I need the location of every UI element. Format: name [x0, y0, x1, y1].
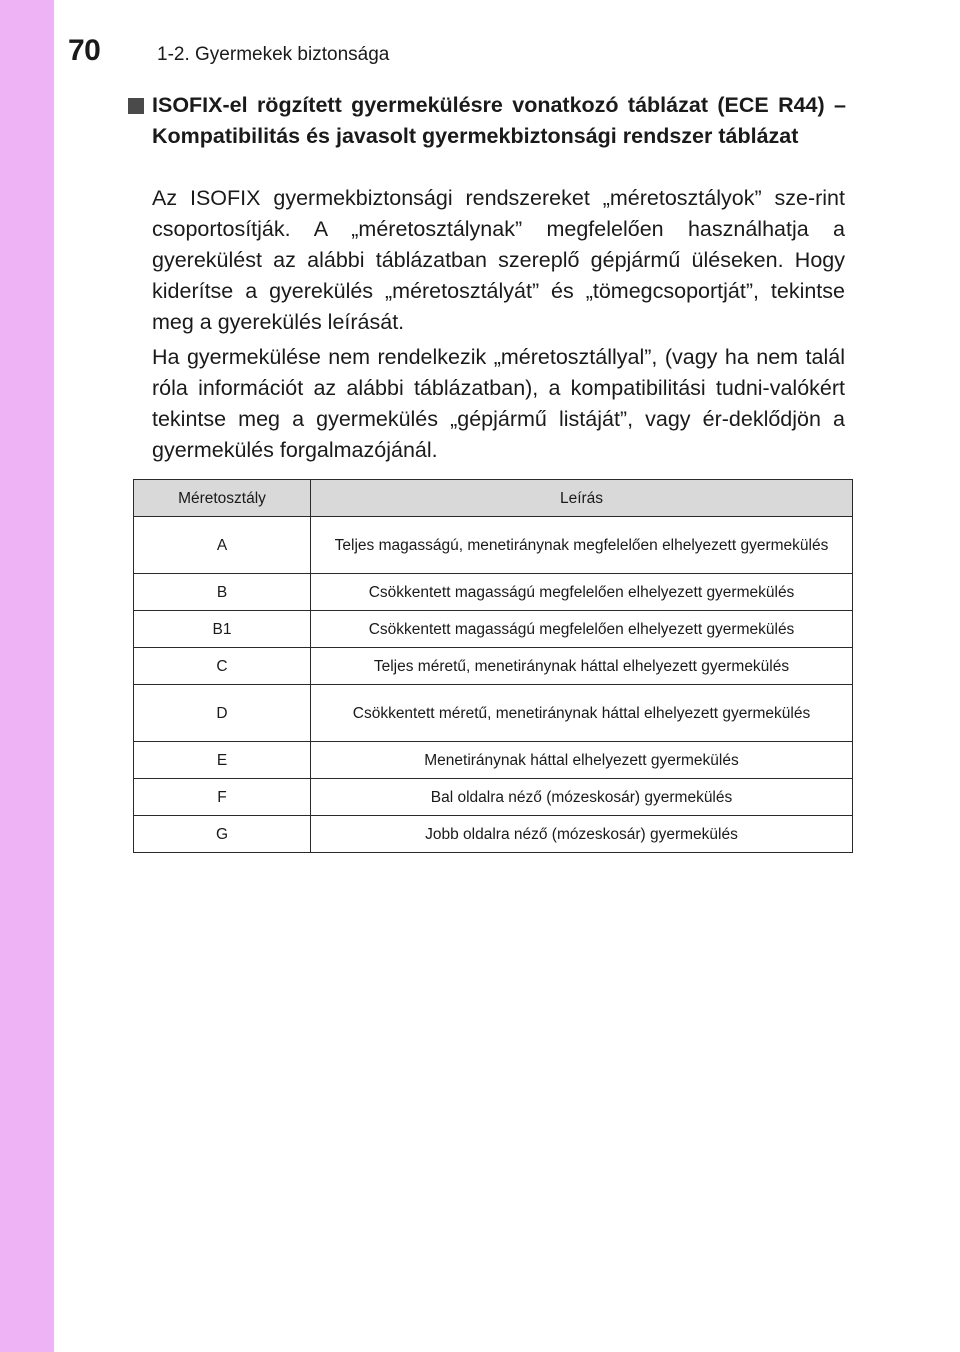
size-class-cell: B1	[134, 611, 311, 648]
paragraph-2: Ha gyermekülése nem rendelkezik „méretosztállyal”, (vagy ha nem talál róla információt az alábbi táblázatban), a kompatibilitási tudni-valókért tekintse meg a gyermekülés „gépjármű listáját”, vagy ér-deklődjön a gyermekülés forgalmazójánál.	[152, 345, 845, 462]
size-class-cell: B	[134, 574, 311, 611]
table-row	[134, 517, 853, 574]
size-class-table	[133, 479, 853, 853]
header-description: Leírás	[311, 480, 853, 517]
size-class-cell: E	[134, 742, 311, 779]
description-cell: Teljes magasságú, menetiránynak megfelelően elhelyezett gyermekülés	[311, 517, 853, 574]
table-row	[134, 779, 853, 816]
table-row	[134, 742, 853, 779]
description-cell: Menetiránynak háttal elhelyezett gyermekülés	[311, 742, 853, 779]
description-cell: Csökkentett magasságú megfelelően elhelyezett gyermekülés	[311, 611, 853, 648]
heading: ISOFIX-el rögzített gyermekülésre vonatkozó táblázat (ECE R44) – Kompatibilitás és javasolt gyermekbiztonsági rendszer táblázat	[152, 93, 846, 148]
size-class-cell: G	[134, 816, 311, 853]
square-bullet-icon	[128, 98, 144, 114]
size-class-cell: C	[134, 648, 311, 685]
table-row	[134, 648, 853, 685]
side-color-band	[0, 0, 54, 1352]
description-cell: Csökkentett magasságú megfelelően elhelyezett gyermekülés	[311, 574, 853, 611]
table-row	[134, 816, 853, 853]
description-cell: Teljes méretű, menetiránynak háttal elhelyezett gyermekülés	[311, 648, 853, 685]
table-row	[134, 611, 853, 648]
section-title: 1-2. Gyermekek biztonsága	[157, 44, 390, 65]
paragraph-1: Az ISOFIX gyermekbiztonsági rendszereket „méretosztályok” sze-rint csoportosítják. A „méretosztálynak” megfelelően használhatja a gyerekülést az alábbi táblázatban szereplő gépjármű üléseken. Hogy kiderítse a gyerekülés „méretosztályát” és „tömegcsoportját”, tekintse meg a gyerekülés leírását.	[152, 186, 845, 334]
table-row	[134, 685, 853, 742]
description-cell: Bal oldalra néző (mózeskosár) gyermekülés	[311, 779, 853, 816]
header-size-class: Méretosztály	[134, 480, 311, 517]
description-cell: Jobb oldalra néző (mózeskosár) gyermekülés	[311, 816, 853, 853]
table-header-row	[134, 480, 853, 517]
heading-block	[128, 90, 846, 151]
table-row	[134, 574, 853, 611]
size-class-cell: D	[134, 685, 311, 742]
page-number: 70	[68, 34, 101, 67]
size-class-cell: F	[134, 779, 311, 816]
size-class-cell: A	[134, 517, 311, 574]
description-cell: Csökkentett méretű, menetiránynak háttal elhelyezett gyermekülés	[311, 685, 853, 742]
